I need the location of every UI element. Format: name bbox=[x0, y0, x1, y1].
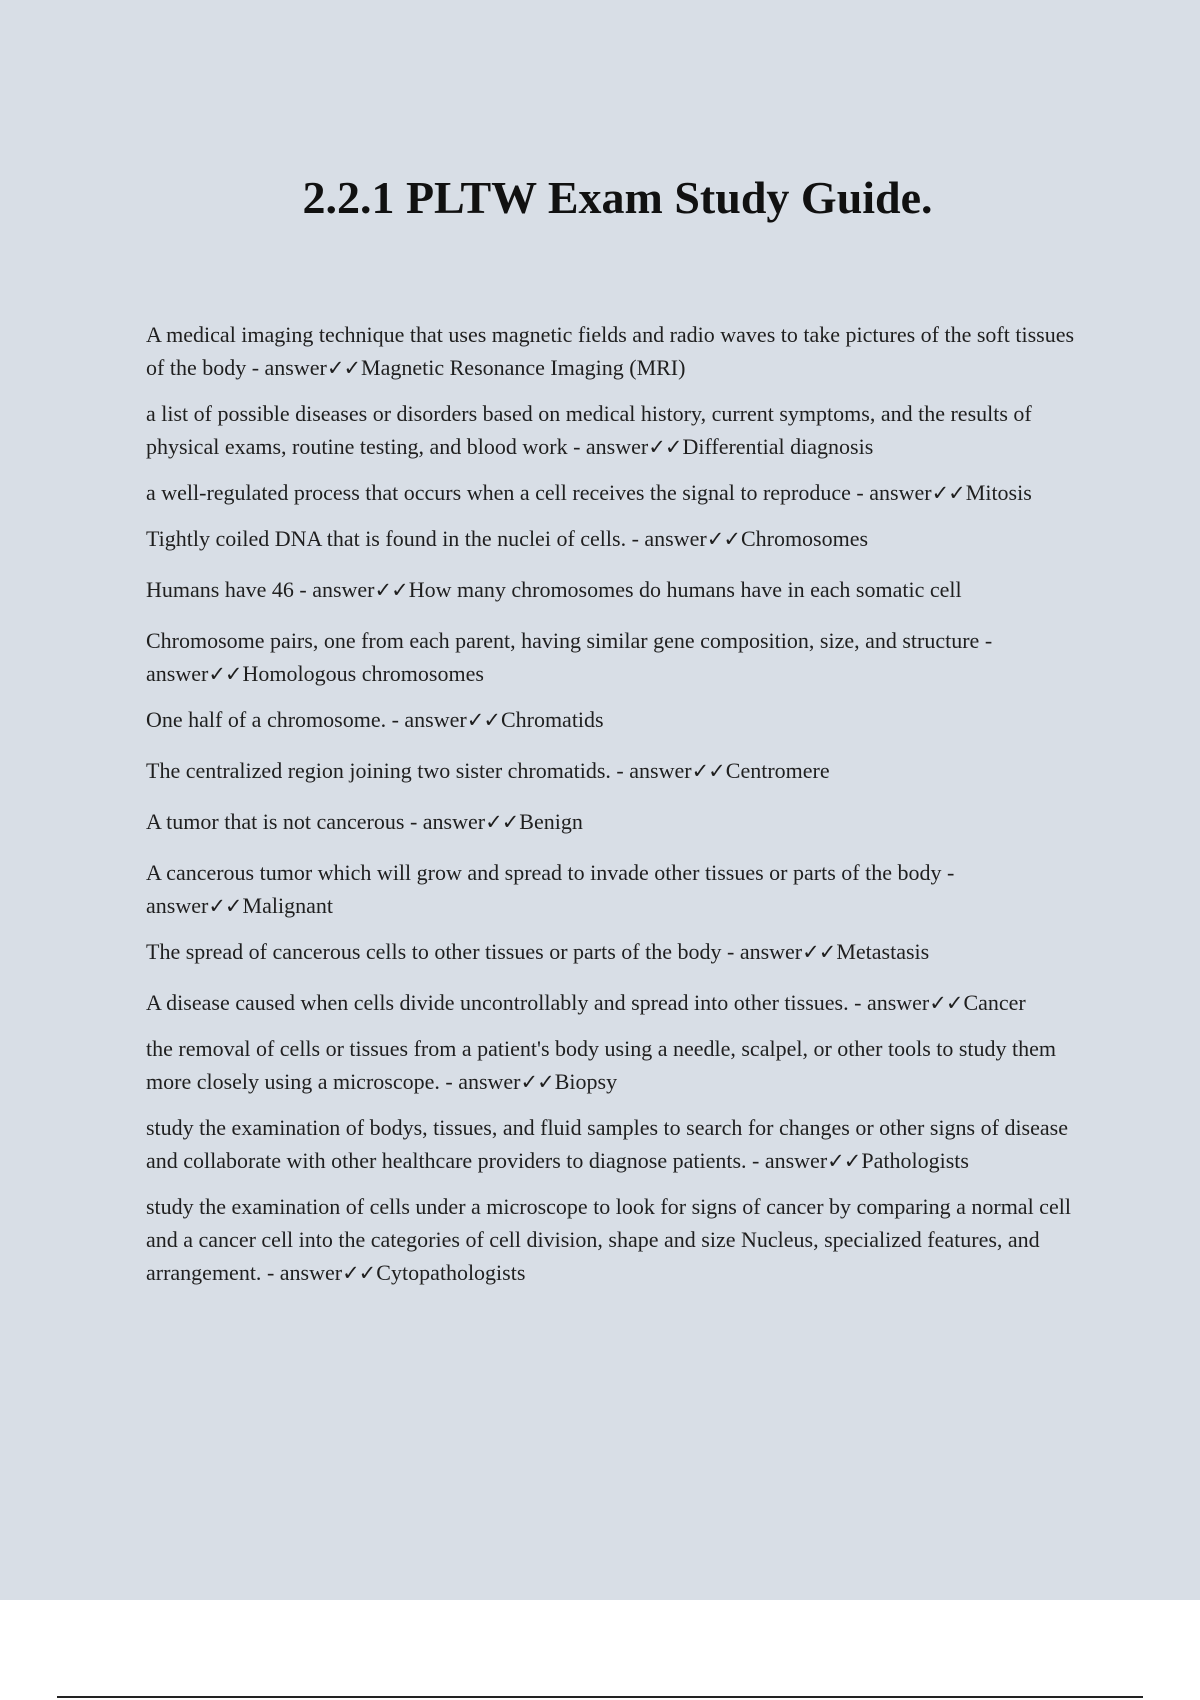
answer-text: Malignant bbox=[242, 893, 333, 918]
answer-separator: - bbox=[567, 434, 586, 459]
question-text: study the examination of cells under a microscope to look for signs of cancer by comparing a normal cell and a cancer cell into the categories of cell division, shape and size Nucleus, specialized features, and arrangement. bbox=[146, 1194, 1071, 1285]
double-check-icon: ✓✓ bbox=[827, 1149, 861, 1173]
qa-entry bbox=[146, 805, 1092, 839]
answer-label: answer bbox=[866, 990, 930, 1015]
answer-text: Benign bbox=[519, 809, 583, 834]
answer-text: Chromosomes bbox=[740, 526, 869, 551]
question-text: study the examination of bodys, tissues, and fluid samples to search for changes or other signs of disease and collaborate with other healthcare providers to diagnose patients. bbox=[146, 1115, 1068, 1173]
qa-list bbox=[146, 318, 1092, 1302]
answer-label: answer bbox=[422, 809, 486, 834]
double-check-icon: ✓✓ bbox=[374, 578, 408, 602]
answer-text: Pathologists bbox=[861, 1148, 969, 1173]
answer-separator: - bbox=[626, 526, 645, 551]
answer-label: answer bbox=[585, 434, 649, 459]
answer-label: answer bbox=[146, 893, 209, 918]
answer-text: Magnetic Resonance Imaging (MRI) bbox=[361, 355, 686, 380]
double-check-icon: ✓✓ bbox=[208, 662, 242, 686]
question-text: a well-regulated process that occurs when a cell receives the signal to reproduce bbox=[146, 480, 851, 505]
question-text: A tumor that is not cancerous bbox=[146, 809, 405, 834]
answer-text: Mitosis bbox=[965, 480, 1032, 505]
qa-entry bbox=[146, 856, 1092, 923]
answer-separator: - bbox=[404, 809, 423, 834]
answer-text: Biopsy bbox=[554, 1069, 618, 1094]
footer-divider bbox=[57, 1696, 1143, 1698]
question-text: One half of a chromosome. bbox=[146, 707, 387, 732]
qa-entry bbox=[146, 522, 1092, 556]
answer-separator: - bbox=[848, 990, 867, 1015]
double-check-icon: ✓✓ bbox=[326, 356, 361, 380]
answer-text: Metastasis bbox=[836, 939, 930, 964]
double-check-icon: ✓✓ bbox=[485, 810, 519, 834]
question-text: the removal of cells or tissues from a patient's body using a needle, scalpel, or other tools to study them more closely using a microscope. bbox=[146, 1036, 1057, 1094]
qa-entry bbox=[146, 1111, 1092, 1178]
answer-text: Centromere bbox=[725, 758, 830, 783]
answer-label: answer bbox=[764, 1148, 828, 1173]
answer-label: answer bbox=[312, 577, 375, 602]
double-check-icon: ✓✓ bbox=[520, 1070, 554, 1094]
answer-label: answer bbox=[404, 707, 467, 732]
answer-separator: - bbox=[246, 355, 265, 380]
qa-entry bbox=[146, 1190, 1092, 1290]
qa-entry bbox=[146, 986, 1092, 1020]
question-text: Chromosome pairs, one from each parent, having similar gene composition, size, and structure bbox=[146, 628, 980, 653]
question-text: Tightly coiled DNA that is found in the nuclei of cells. bbox=[146, 526, 627, 551]
answer-separator: - bbox=[293, 577, 313, 602]
answer-label: answer bbox=[264, 355, 327, 380]
answer-label: answer bbox=[279, 1260, 343, 1285]
question-text: The spread of cancerous cells to other tissues or parts of the body bbox=[146, 939, 722, 964]
qa-entry bbox=[146, 624, 1092, 691]
question-text: A medical imaging technique that uses magnetic fields and radio waves to take pictures of the soft tissues of the body bbox=[146, 322, 1075, 380]
double-check-icon: ✓✓ bbox=[802, 940, 836, 964]
answer-label: answer bbox=[869, 480, 932, 505]
answer-text: Chromatids bbox=[500, 707, 604, 732]
double-check-icon: ✓✓ bbox=[929, 991, 963, 1015]
question-text: A disease caused when cells divide uncontrollably and spread into other tissues. bbox=[146, 990, 849, 1015]
question-text: The centralized region joining two sister chromatids. bbox=[146, 758, 611, 783]
answer-text: How many chromosomes do humans have in each somatic cell bbox=[408, 577, 962, 602]
qa-entry bbox=[146, 476, 1092, 510]
double-check-icon: ✓✓ bbox=[931, 481, 965, 505]
question-text: A cancerous tumor which will grow and spread to invade other tissues or parts of the body bbox=[146, 860, 942, 885]
answer-separator: - bbox=[261, 1260, 280, 1285]
qa-entry bbox=[146, 318, 1092, 385]
document-title: 2.2.1 PLTW Exam Study Guide. bbox=[302, 172, 933, 223]
qa-entry bbox=[146, 754, 1092, 788]
double-check-icon: ✓✓ bbox=[208, 894, 242, 918]
answer-text: Homologous chromosomes bbox=[242, 661, 484, 686]
double-check-icon: ✓✓ bbox=[706, 527, 740, 551]
answer-separator: - bbox=[850, 480, 870, 505]
qa-entry bbox=[146, 397, 1092, 464]
answer-text: Cytopathologists bbox=[376, 1260, 526, 1285]
answer-label: answer bbox=[629, 758, 692, 783]
answer-separator: - bbox=[721, 939, 740, 964]
double-check-icon: ✓✓ bbox=[648, 435, 682, 459]
question-text: a list of possible diseases or disorders based on medical history, current symptoms, and the results of physical exams, routine testing, and blood work bbox=[146, 401, 1032, 459]
question-text: Humans have 46 bbox=[146, 577, 294, 602]
answer-separator: - bbox=[941, 860, 955, 885]
answer-separator: - bbox=[610, 758, 630, 783]
answer-separator: - bbox=[746, 1148, 765, 1173]
answer-label: answer bbox=[739, 939, 803, 964]
answer-label: answer bbox=[644, 526, 707, 551]
answer-label: answer bbox=[146, 661, 209, 686]
qa-entry bbox=[146, 1032, 1092, 1099]
qa-entry bbox=[146, 573, 1092, 607]
answer-separator: - bbox=[979, 628, 993, 653]
qa-entry bbox=[146, 935, 1092, 969]
answer-separator: - bbox=[386, 707, 405, 732]
double-check-icon: ✓✓ bbox=[691, 759, 725, 783]
double-check-icon: ✓✓ bbox=[466, 708, 500, 732]
answer-separator: - bbox=[439, 1069, 459, 1094]
answer-text: Differential diagnosis bbox=[682, 434, 874, 459]
answer-text: Cancer bbox=[963, 990, 1026, 1015]
double-check-icon: ✓✓ bbox=[342, 1261, 376, 1285]
qa-entry bbox=[146, 703, 1092, 737]
answer-label: answer bbox=[458, 1069, 521, 1094]
